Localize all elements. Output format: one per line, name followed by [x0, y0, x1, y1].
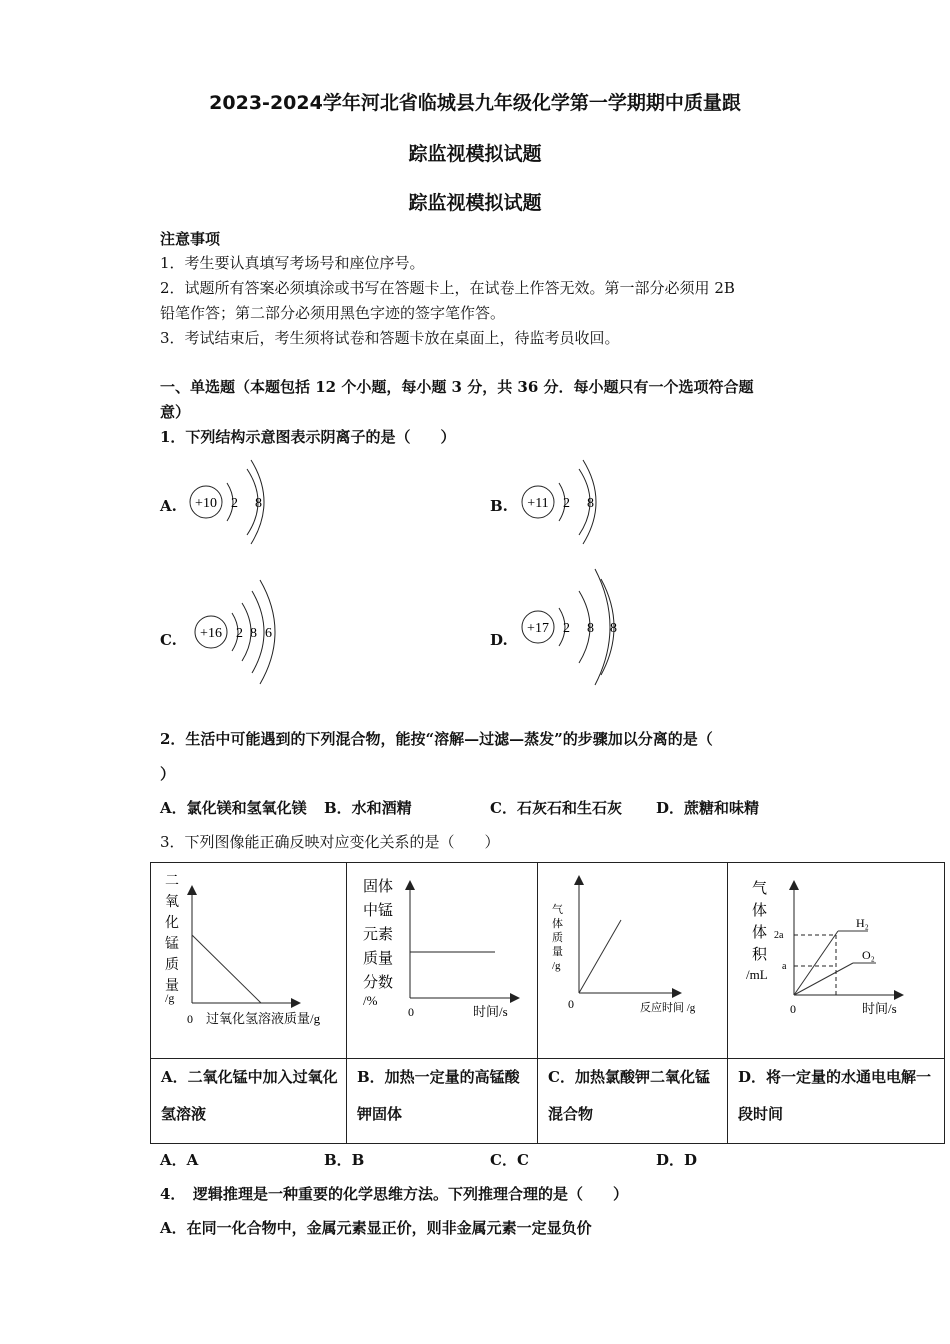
svg-text:a: a	[782, 961, 787, 972]
svg-text:O₂: O₂	[862, 948, 875, 962]
svg-text:气: 气	[552, 904, 563, 916]
graph-d	[728, 863, 944, 1058]
svg-text:0: 0	[790, 1002, 796, 1016]
q1-stem: 1．下列结构示意图表示阴离子的是（ ）	[160, 428, 456, 446]
q1-option-label: B.	[490, 497, 508, 515]
svg-text:0: 0	[568, 997, 574, 1011]
svg-text:+10: +10	[195, 496, 217, 511]
svg-text:量: 量	[165, 979, 179, 994]
graph-caption: C．加热氯酸钾二氧化锰混合物	[548, 1068, 710, 1123]
graph-caption: D．将一定量的水通电电解一段时间	[738, 1068, 932, 1123]
svg-text:二: 二	[165, 874, 179, 889]
svg-text:8: 8	[250, 626, 257, 641]
graph-b	[347, 863, 537, 1058]
svg-text:H₂: H₂	[856, 916, 869, 930]
graph-cell-d	[727, 862, 945, 1059]
svg-text:0: 0	[408, 1005, 414, 1019]
q1-option-label: A.	[160, 497, 177, 515]
q2-option-c: C．石灰石和生石灰	[490, 799, 622, 817]
graph-cell-c	[537, 862, 728, 1059]
svg-text:积: 积	[752, 947, 768, 963]
q3-option-d: D．D	[656, 1151, 698, 1169]
atom-diagram-a	[185, 455, 295, 550]
q3-stem: 3．下列图像能正确反映对应变化关系的是（ ）	[160, 833, 500, 851]
svg-text:/mL: /mL	[746, 967, 768, 982]
svg-text:8: 8	[587, 621, 594, 636]
svg-text:/g: /g	[552, 960, 561, 972]
graph-a	[151, 863, 346, 1058]
svg-text:/%: /%	[363, 993, 378, 1008]
note-item: 1．考生要认真填写考场号和座位序号。	[160, 254, 425, 272]
svg-text:8: 8	[255, 496, 262, 511]
q4-option-a: A．在同一化合物中，金属元素显正价，则非金属元素一定显负价	[160, 1219, 592, 1237]
graph-cell-b	[346, 862, 538, 1059]
graph-cell-a	[150, 862, 347, 1059]
svg-text:体: 体	[752, 903, 768, 919]
svg-text:质量: 质量	[363, 951, 394, 967]
q3-option-c: C．C	[490, 1151, 529, 1169]
svg-text:8: 8	[587, 496, 594, 511]
svg-text:2a: 2a	[774, 930, 784, 941]
svg-text:化: 化	[165, 916, 179, 931]
svg-text:中锰: 中锰	[363, 903, 394, 919]
svg-text:锰: 锰	[165, 937, 179, 952]
svg-text:过氧化氢溶液质量/g: 过氧化氢溶液质量/g	[206, 1011, 321, 1026]
notes-heading: 注意事项	[160, 230, 221, 248]
svg-text:2: 2	[563, 621, 570, 636]
caption-cell-c	[537, 1058, 728, 1144]
section-heading-cont: 意）	[160, 403, 191, 421]
q4-stem: 4． 逻辑推理是一种重要的化学思维方法。下列推理合理的是（ ）	[160, 1185, 628, 1203]
svg-text:2: 2	[231, 496, 238, 511]
atom-diagram-d	[517, 565, 637, 690]
q2-stem-cont: ）	[160, 765, 176, 783]
caption-cell-a	[150, 1058, 347, 1144]
svg-text:气: 气	[752, 881, 768, 897]
svg-text:反应时间 /g: 反应时间 /g	[640, 1002, 696, 1014]
note-item: 铅笔作答；第二部分必须用黑色字迹的签字笔作答。	[160, 304, 506, 322]
svg-text:分数: 分数	[363, 975, 394, 991]
q2-option-b: B．水和酒精	[324, 799, 412, 817]
atom-diagram-b	[517, 455, 627, 550]
caption-cell-b	[346, 1058, 538, 1144]
graph-c	[538, 863, 727, 1058]
q1-option-label: C.	[160, 631, 177, 649]
svg-text:+16: +16	[200, 626, 222, 641]
svg-text:氧: 氧	[165, 895, 179, 910]
caption-cell-d	[727, 1058, 945, 1144]
note-item: 3．考试结束后，考生须将试卷和答题卡放在桌面上，待监考员收回。	[160, 329, 620, 347]
svg-text:质: 质	[165, 958, 179, 973]
section-heading: 一、单选题（本题包括 12 个小题，每小题 3 分，共 36 分．每小题只有一个选项符合题	[160, 378, 754, 396]
svg-text:质: 质	[552, 932, 563, 944]
svg-text:6: 6	[265, 626, 272, 641]
svg-text:元素: 元素	[363, 927, 394, 943]
q1-option-label: D.	[490, 631, 508, 649]
svg-text:+17: +17	[527, 621, 549, 636]
svg-text:/g: /g	[165, 991, 175, 1005]
atom-diagram-c	[190, 575, 300, 690]
q2-option-a: A．氯化镁和氢氧化镁	[160, 799, 307, 817]
title-line-2: 踪监视模拟试题	[408, 143, 542, 165]
q2-option-d: D．蔗糖和味精	[656, 799, 760, 817]
svg-text:量: 量	[552, 946, 563, 958]
svg-text:固体: 固体	[363, 879, 394, 895]
q2-stem: 2．生活中可能遇到的下列混合物，能按“溶解—过滤—蒸发”的步骤加以分离的是（	[160, 730, 713, 748]
svg-text:+11: +11	[527, 496, 549, 511]
svg-text:时间/s: 时间/s	[473, 1004, 508, 1019]
svg-text:0: 0	[187, 1012, 193, 1026]
svg-text:2: 2	[563, 496, 570, 511]
q3-option-a: A．A	[160, 1151, 199, 1169]
q3-option-b: B．B	[324, 1151, 365, 1169]
title-line-3: 踪监视模拟试题	[408, 192, 542, 214]
svg-text:8: 8	[610, 621, 617, 636]
graph-caption: B．加热一定量的高锰酸钾固体	[357, 1068, 520, 1123]
svg-text:体: 体	[552, 918, 563, 930]
svg-text:体: 体	[752, 925, 768, 941]
svg-text:时间/s: 时间/s	[862, 1001, 897, 1016]
graph-caption: A．二氧化锰中加入过氧化氢溶液	[161, 1068, 338, 1123]
svg-text:2: 2	[236, 626, 243, 641]
title-line-1: 2023-2024学年河北省临城县九年级化学第一学期期中质量跟	[209, 92, 741, 114]
note-item: 2．试题所有答案必须填涂或书写在答题卡上，在试卷上作答无效。第一部分必须用 2B	[160, 279, 735, 297]
